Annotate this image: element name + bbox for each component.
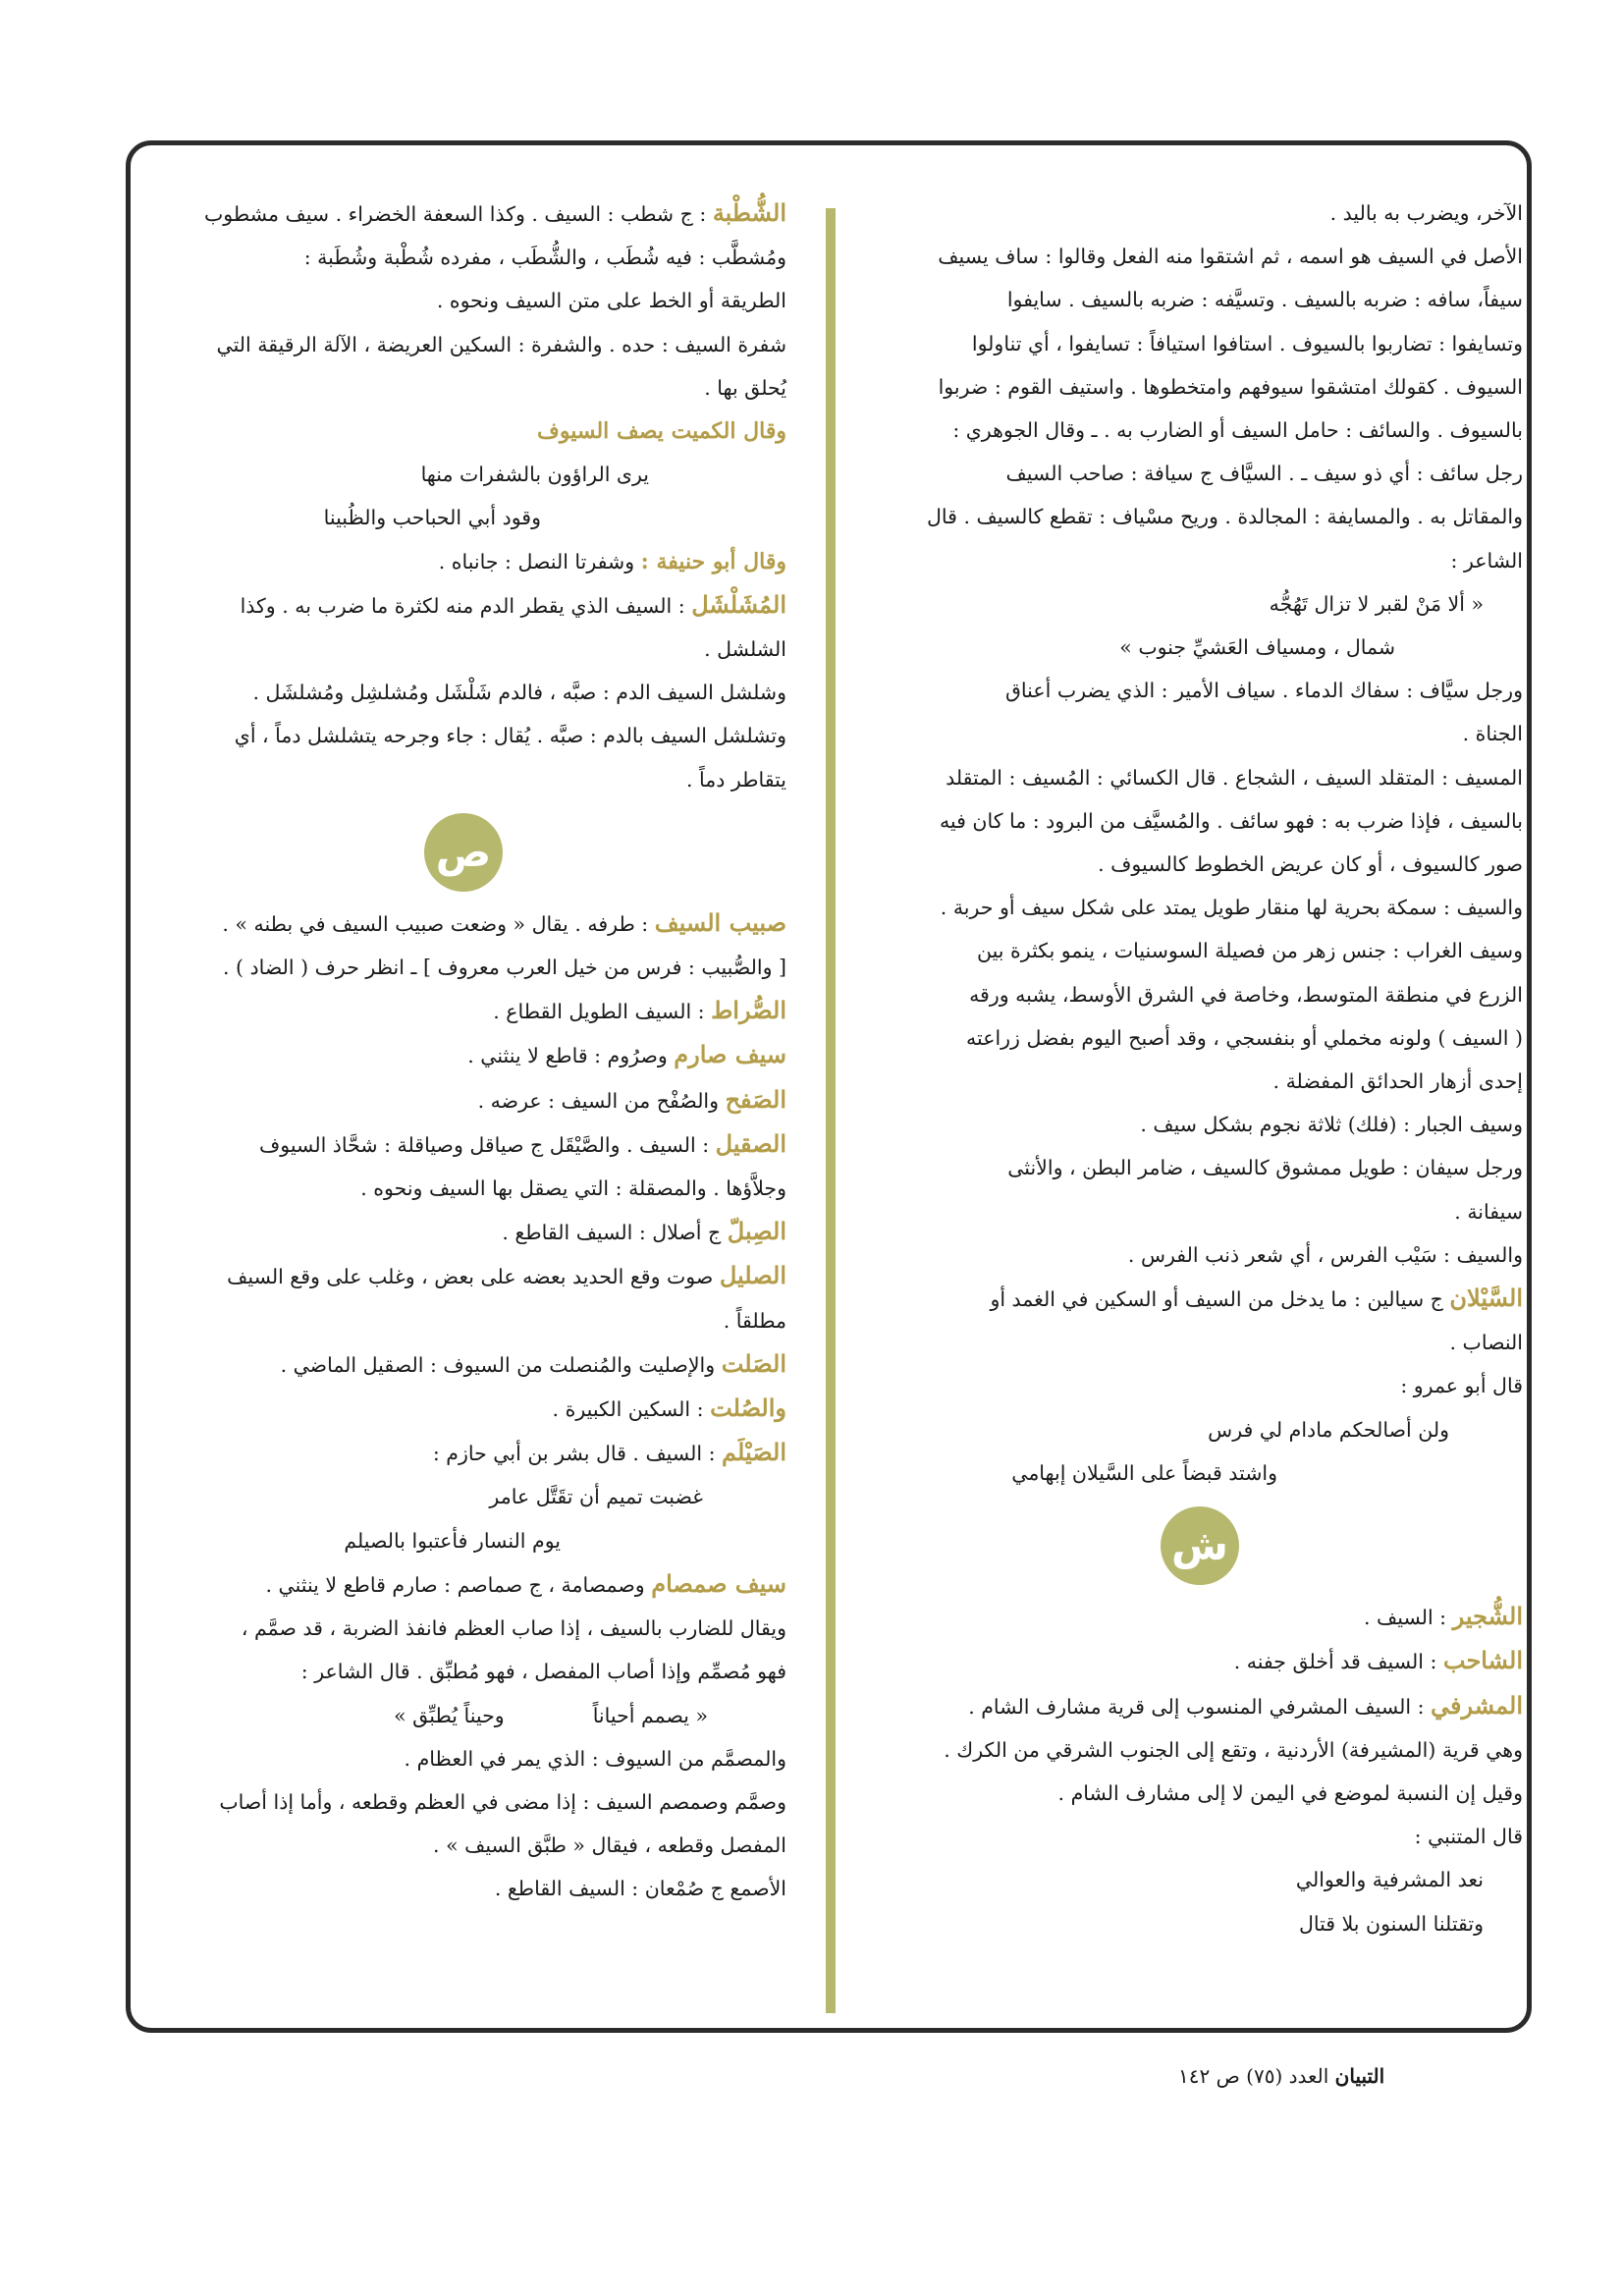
entry-salt — [140, 1342, 786, 1387]
text-line: الطريقة أو الخط على متن السيف ونحوه . — [436, 289, 786, 313]
text-line: الأصمع ج صُمْعان : السيف القاطع . — [494, 1877, 786, 1901]
subheading — [140, 410, 786, 453]
entry-text: : السيف . والصَّيْقَل ج صياقل وصياقلة : شحَّاذ السيوف — [259, 1132, 710, 1157]
entry-sabib — [140, 902, 786, 946]
headword: والصُلت — [710, 1394, 786, 1423]
subheading-abuhanifa: وقال أبو حنيفة : — [640, 548, 786, 574]
entry-mushalshal — [140, 583, 786, 628]
entry-text: وصرُوم : قاطع لا ينثني . — [467, 1044, 668, 1068]
text-line: الأصل في السيف هو اسمه ، ثم اشتقوا منه الفعل وقالوا : ساف يسيف — [938, 245, 1523, 269]
text-line: يُحلق بها . — [704, 375, 786, 400]
text-line: والسيف : سَيْب الفرس ، أي شعر ذنب الفرس . — [1127, 1242, 1523, 1267]
text-line: الجناة . — [1462, 722, 1523, 746]
text-line: الشلشل . — [704, 637, 786, 662]
text-line: بالسيف ، فإذا ضرب به : فهو سائف . والمُسيَّف من البرود : ما كان فيه — [939, 808, 1523, 833]
headword: الشاحب — [1442, 1646, 1523, 1675]
text-line: الشاعر : — [1450, 548, 1523, 573]
headword: المُشَلْشَل — [691, 589, 786, 619]
entry-text: وصمصامة ، ج صماصم : صارم قاطع لا ينثني . — [265, 1572, 645, 1597]
letter-sad-emblem: ص — [424, 813, 503, 892]
headword: الصَلت — [721, 1348, 786, 1378]
entry-silan — [877, 1277, 1523, 1321]
text-line: ومُشطَّب : فيه شُطَب ، والشُّطَب ، مفرده شُطْبة وشُطَبة : — [303, 246, 786, 270]
verse-line: واشتد قبضاً على السَّيلان إبهامي — [1011, 1460, 1277, 1485]
entry-saqil — [140, 1122, 786, 1167]
page-label: ص — [1216, 2064, 1240, 2088]
entry-sult — [140, 1387, 786, 1431]
headword: سيف صارم — [674, 1040, 786, 1069]
verse-line: نعد المشرفية والعوالي — [1295, 1868, 1484, 1892]
headword: الصِبلّ — [727, 1217, 786, 1246]
left-column — [140, 191, 786, 1911]
entry-text: : ج شطب : السيف . وكذا السعفة الخضراء . سيف مشطوب — [204, 202, 707, 226]
entry-text: وشفرتا النصل : جانباه . — [438, 549, 635, 574]
verse-line: ولن أصالحكم مادام لي فرس — [1208, 1417, 1449, 1442]
headword: صبيب السيف — [654, 907, 786, 937]
text-line: والسيف : سمكة بحرية لها منقار طويل يمتد على شكل سيف أو حربة . — [940, 896, 1523, 920]
page-footer — [1178, 2064, 1384, 2088]
verse-line: يوم النسار فأعتبوا بالصيلم — [344, 1528, 561, 1553]
text-line: والمقاتل به . والمسايفة : المجالدة . وريح مسْياف : تقطع كالسيف . قال — [926, 505, 1523, 529]
headword: الصَفح — [725, 1084, 786, 1114]
entry-text: : السيف . قال بشر بن أبي حازم : — [432, 1442, 716, 1466]
issue-label: العدد — [1288, 2064, 1329, 2088]
text-line: قال أبو عمرو : — [1400, 1374, 1523, 1398]
entry-salil — [140, 1254, 786, 1298]
page-number: ١٤٢ — [1178, 2064, 1211, 2088]
text-line: الزرع في منطقة المتوسط، وخاصة في الشرق الأوسط، يشبه ورقه — [969, 982, 1523, 1007]
verse-part: وحيناً يُطبِّق » — [394, 1703, 505, 1727]
entry-text: صوت وقع الحديد بعضه على بعض ، وغلب على وقع السيف — [227, 1265, 714, 1289]
text-line: المفصل وقطعه ، فيقال « طبَّق السيف » . — [433, 1833, 786, 1858]
verse-line: وتقتلنا السنون بلا قتال — [1298, 1911, 1484, 1936]
entry-text: : السكين الكبيرة . — [552, 1397, 704, 1422]
entry-text: : السيف . — [1364, 1606, 1447, 1630]
entry-shujayr — [877, 1595, 1523, 1639]
text-line: السيوف . كقولك امتشقوا سيوفهم وامتخطوها . واستيف القوم : ضربوا — [938, 374, 1523, 399]
text-line: [ والصُّبيب : فرس من خيل العرب معروف ] ـ انظر حرف ( الضاد ) . — [222, 956, 786, 980]
entry-sabl — [140, 1210, 786, 1254]
entry-text: : السيف قد أخلق جفنه . — [1233, 1650, 1437, 1674]
text-line: وسيف الغراب : جنس زهر من فصيلة السوسنيات ، ينمو بكثرة بين — [977, 939, 1523, 963]
text-line: يتقاطر دماً . — [685, 767, 786, 792]
headword: المشرفي — [1431, 1690, 1523, 1720]
entry-text: : السيف الذي يقطر الدم منه لكثرة ما ضرب به . وكذا — [240, 593, 685, 618]
text-line: مطلقاً . — [723, 1308, 786, 1333]
headword: الصقيل — [715, 1128, 786, 1158]
text-line: وجلاَّؤها . والمصقلة : التي يصقل بها السيف ونحوه . — [360, 1176, 786, 1201]
verse-line: « ألا مَنْ لقبر لا تزال تَهُجُّه — [1269, 591, 1484, 616]
text-line: فهو مُصمِّم وإذا أصاب المفصل ، فهو مُطبِّق . قال الشاعر : — [300, 1660, 786, 1684]
text-line: الآخر، ويضرب به باليد . — [1329, 201, 1523, 225]
issue-number: (٧٥) — [1246, 2064, 1283, 2088]
verse-line: شمال ، ومسياف العَشيِّ جنوب » — [1119, 635, 1395, 660]
subheading-kumayt: وقال الكميت يصف السيوف — [537, 418, 786, 445]
verse-line: وقود أبي الحباحب والظُبينا — [323, 506, 541, 530]
verse-line: غضبت تميم أن تقَتَّل عامر — [489, 1485, 703, 1509]
text-line: وتشلشل السيف بالدم : صبَّه . يُقال : جاء وجرحه يتشلشل دماً ، أي — [234, 724, 786, 748]
text-line: وشلشل السيف الدم : صبَّه ، فالدم شَلْشَل ومُشلشِل ومُشلشَل . — [252, 681, 786, 705]
entry-abuhanifa — [140, 540, 786, 583]
text-line: وتسايفوا : تضاربوا بالسيوف . استافوا استيافاً : تسايفوا ، أي تناولوا — [971, 331, 1523, 355]
column-divider — [826, 208, 836, 2013]
text-line: وهي قرية (المشيرفة) الأردنية ، وتقع إلى الجنوب الشرقي من الكرك . — [944, 1737, 1523, 1762]
entry-mashrafi — [877, 1684, 1523, 1728]
text-line: صور كالسيوف ، أو كان عريض الخطوط كالسيوف . — [1098, 852, 1523, 877]
entry-sarim — [140, 1033, 786, 1077]
text-line: قال المتنبي : — [1414, 1825, 1523, 1849]
headword: سيف صمصام — [651, 1568, 786, 1598]
text-line: وقيل إن النسبة لموضع في اليمن لا إلى مشارف الشام . — [1057, 1780, 1523, 1805]
verse-line: يرى الراؤون بالشفرات منها — [420, 463, 649, 487]
entry-shahib — [877, 1639, 1523, 1683]
headword: الصُّراط — [711, 996, 786, 1025]
text-line: وسيف الجبار : (فلك) ثلاثة نجوم بشكل سيف . — [1140, 1113, 1523, 1137]
headword: السَّيْلان — [1449, 1284, 1523, 1313]
text-line: إحدى أزهار الحدائق المفضلة . — [1272, 1069, 1523, 1094]
letter-shin-emblem: ش — [1161, 1506, 1239, 1585]
text-line: ورجل سيفان : طويل ممشوق كالسيف ، ضامر البطن ، والأنثى — [1007, 1156, 1523, 1180]
headword: الشُّجير — [1452, 1602, 1523, 1631]
entry-text: : طرفه . يقال « وضعت صبيب السيف في بطنه » . — [222, 911, 649, 936]
verse-part: « يصمم أحياناً — [592, 1703, 708, 1727]
verse-line — [140, 1694, 786, 1737]
entry-shutba — [140, 191, 786, 236]
entry-text: والإصليت والمُنصلت من السيوف : الصقيل الماضي . — [280, 1352, 716, 1377]
text-line: رجل سائف : أي ذو سيف ـ . السيَّاف ج سيافة : صاحب السيف — [1005, 462, 1523, 486]
entry-samsam — [140, 1562, 786, 1607]
text-line: شفرة السيف : حده . والشفرة : السكين العريضة ، الآلة الرقيقة التي — [216, 332, 786, 356]
text-line: المسيف : المتقلد السيف ، الشجاع . قال الكسائي : المُسيف : المتقلد — [946, 765, 1523, 790]
text-line: بالسيوف . والسائف : حامل السيف أو الضارب به . ـ وقال الجوهري : — [952, 418, 1523, 443]
entry-text: والصُفْح من السيف : عرضه . — [477, 1088, 720, 1113]
entry-safh — [140, 1078, 786, 1122]
headword: الشُّطْبة — [712, 198, 786, 227]
text-line: والمصمَّم من السيوف : الذي يمر في العظام . — [404, 1746, 786, 1771]
entry-sirat — [140, 989, 786, 1033]
text-line: سيفانة . — [1454, 1199, 1523, 1224]
text-line: ( السيف ) ولونه مخملي أو بنفسجي ، وقد أصبح اليوم بفضل زراعته — [966, 1025, 1523, 1050]
entry-text: ج سيالين : ما يدخل من السيف أو السكين في الغمد أو — [990, 1287, 1443, 1312]
text-line: سيفاً، سافه : ضربه بالسيف . وتسيَّفه : ضربه بالسيف . سايفوا — [1006, 288, 1523, 312]
text-line: ويقال للضارب بالسيف ، إذا صاب العظم فانفذ الضربة ، قد صمَّم ، — [241, 1616, 786, 1641]
headword: الصَيْلَم — [722, 1438, 786, 1467]
text-line: وصمَّم وصمصم السيف : إذا مضى في العظم وقطعه ، وأما إذا أصاب — [219, 1789, 786, 1814]
magazine-name: التبيان — [1334, 2064, 1385, 2088]
entry-text: ج أصلال : السيف القاطع . — [502, 1221, 722, 1245]
entry-text: : السيف الطويل القطاع . — [493, 1000, 705, 1024]
text-line: ورجل سيَّاف : سفاك الدماء . سياف الأمير : الذي يضرب أعناق — [1005, 679, 1523, 703]
text-line: النصاب . — [1449, 1331, 1523, 1355]
entry-text: : السيف المشرفي المنسوب إلى قرية مشارف الشام . — [968, 1694, 1425, 1719]
headword: الصليل — [719, 1261, 786, 1290]
entry-saylam — [140, 1431, 786, 1475]
right-column — [877, 191, 1523, 1945]
